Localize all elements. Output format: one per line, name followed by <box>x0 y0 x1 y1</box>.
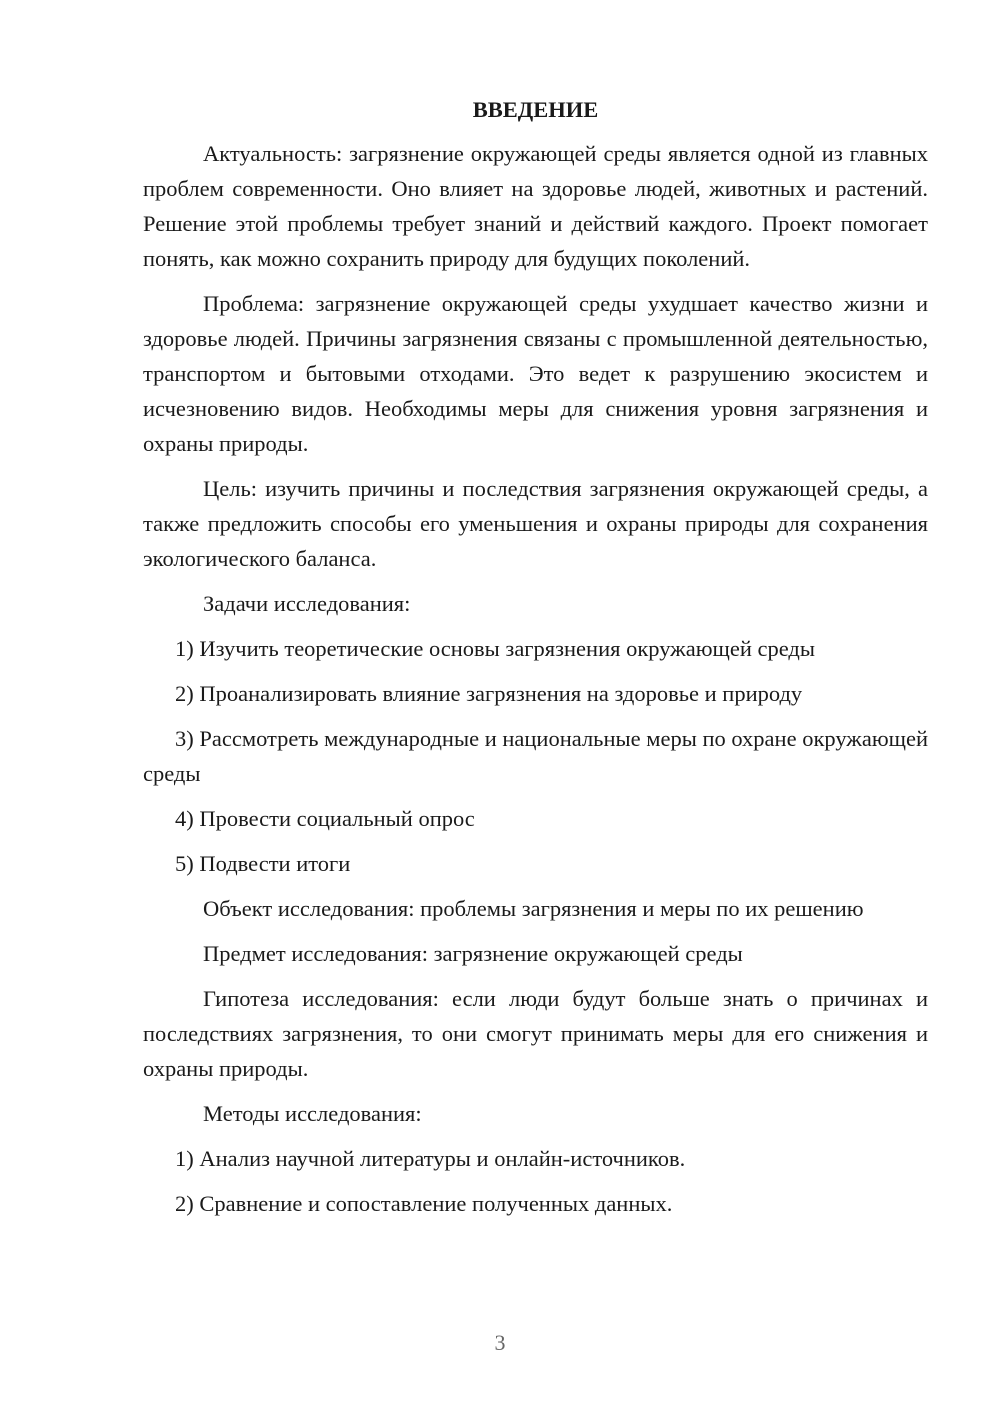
task-item-2: 2) Проанализировать влияние загрязнения на здоровье и природу <box>175 681 803 706</box>
section-title: ВВЕДЕНИЕ <box>472 97 599 122</box>
paragraph-problem: Проблема: загрязнение окружающей среды ухудшает качество жизни и здоровье людей. Причины загрязнения связаны с промышленной деятельностью, транспортом и бытовыми отходами. Это ведет к разрушению экосистем и исчезновению видов. Необходимы меры для снижения уровня загрязнения и охраны природы. <box>143 291 928 456</box>
method-item-2: 2) Сравнение и сопоставление полученных данных. <box>175 1191 673 1216</box>
task-item-3: 3) Рассмотреть международные и национальные меры по охране окружающей среды <box>143 726 928 786</box>
page-number: 3 <box>494 1330 506 1355</box>
paragraph-relevance: Актуальность: загрязнение окружающей среды является одной из главных проблем современности. Оно влияет на здоровье людей, животных и растений. Решение этой проблемы требует знаний и действий каждого. Проект помогает понять, как можно сохранить природу для будущих поколений. <box>143 141 928 271</box>
tasks-heading: Задачи исследования: <box>203 591 411 616</box>
page-content <box>143 92 928 1231</box>
task-item-1: 1) Изучить теоретические основы загрязнения окружающей среды <box>175 636 815 661</box>
paragraph-object: Объект исследования: проблемы загрязнения и меры по их решению <box>203 896 864 921</box>
paragraph-subject: Предмет исследования: загрязнение окружающей среды <box>203 941 743 966</box>
paragraph-hypothesis: Гипотеза исследования: если люди будут больше знать о причинах и последствиях загрязнения, то они смогут принимать меры для его снижения и охраны природы. <box>143 986 928 1081</box>
method-item-1: 1) Анализ научной литературы и онлайн-источников. <box>175 1146 686 1171</box>
paragraph-goal: Цель: изучить причины и последствия загрязнения окружающей среды, а также предложить способы его уменьшения и охраны природы для сохранения экологического баланса. <box>143 476 928 571</box>
methods-heading: Методы исследования: <box>203 1101 422 1126</box>
task-item-4: 4) Провести социальный опрос <box>175 806 475 831</box>
task-item-5: 5) Подвести итоги <box>175 851 351 876</box>
